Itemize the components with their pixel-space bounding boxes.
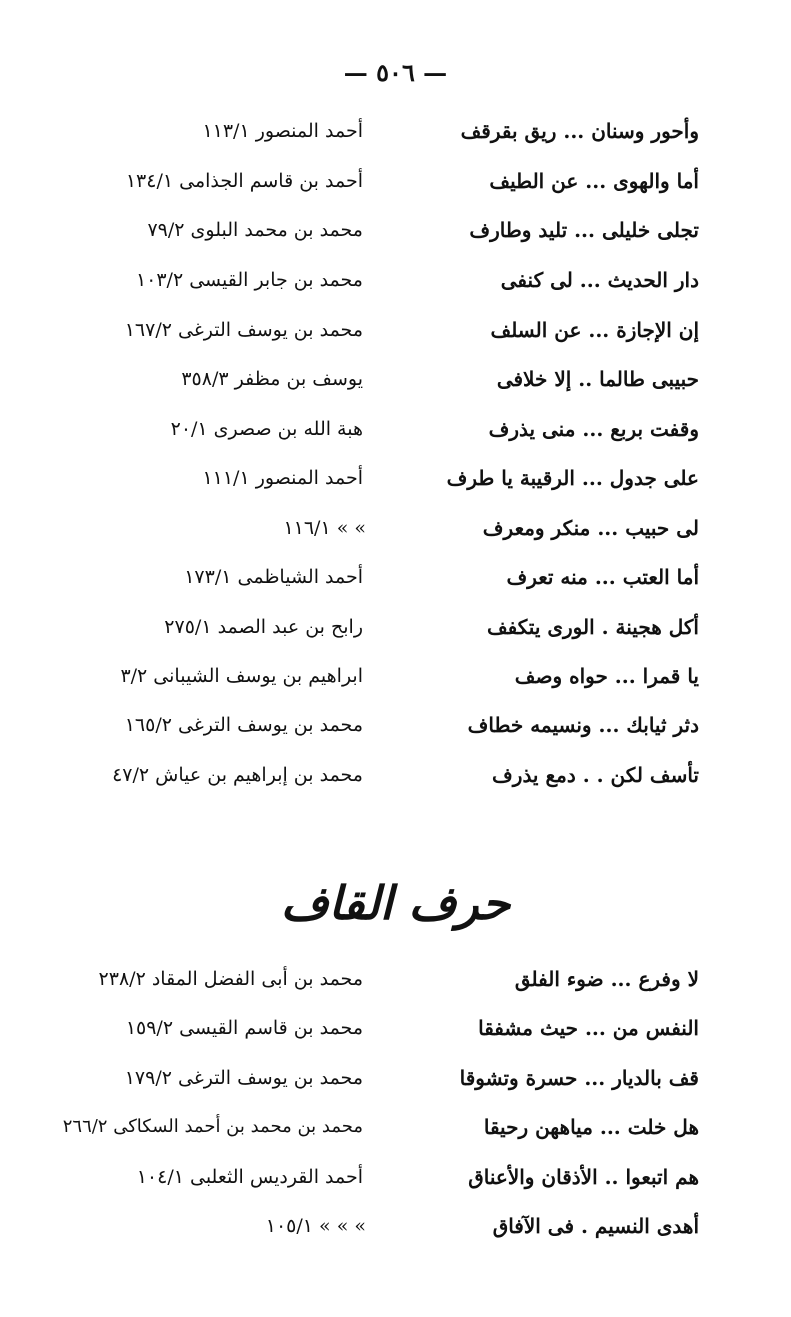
verse-incipit: دثر ثيابك ... ونسيمه خطاف [467, 713, 699, 737]
poet-reference: محمد بن قاسم القيسى ١٥٩/٢ [125, 1017, 363, 1039]
list-item [0, 310, 791, 350]
list-item [0, 260, 791, 300]
list-item [0, 508, 791, 548]
verse-incipit: هل خلت ... مياههن رحيقا [483, 1115, 699, 1139]
poet-reference: محمد بن يوسف الترغى ١٦٧/٢ [124, 319, 363, 341]
poet-reference: أحمد الشياظمى ١٧٣/١ [184, 566, 363, 588]
verse-incipit: أما والهوى ... عن الطيف [489, 169, 699, 193]
poet-reference: يوسف بن مظفر ٣٥٨/٣ [181, 368, 363, 390]
verse-incipit: هم اتبعوا .. الأذقان والأعناق [468, 1165, 699, 1189]
list-item [0, 161, 791, 201]
verse-incipit: أهدى النسيم . فى الآفاق [492, 1214, 699, 1238]
page-number: — ٥٠٦ — [343, 58, 448, 87]
poet-reference: محمد بن محمد بن أحمد السكاكى ٢٦٦/٢ [62, 1116, 363, 1137]
list-item [0, 111, 791, 151]
verse-incipit: أكل هجينة . الورى يتكفف [486, 615, 699, 639]
poet-reference: محمد بن يوسف الترغى ١٧٩/٢ [124, 1067, 363, 1089]
poet-reference: » » » ١٠٥/١ [265, 1215, 366, 1237]
verse-incipit: دار الحديث ... لى كنفى [500, 268, 699, 292]
poet-reference: رابح بن عبد الصمد ٢٧٥/١ [164, 616, 363, 638]
poet-reference: محمد بن أبى الفضل المقاد ٢٣٨/٢ [98, 968, 363, 990]
section-heading: حرف القاف [280, 876, 511, 930]
verse-incipit: لى حبيب ... منكر ومعرف [482, 516, 699, 540]
list-item [0, 1206, 791, 1246]
verse-incipit: إن الإجازة ... عن السلف [490, 318, 699, 342]
verse-incipit: وقفت بربع ... منى يذرف [488, 417, 699, 441]
poet-reference: محمد بن جابر القيسى ١٠٣/٢ [135, 269, 363, 291]
verse-incipit: النفس من ... حيث مشفقا [478, 1016, 699, 1040]
poet-reference: أحمد المنصور ١١٣/١ [202, 120, 363, 142]
list-item [0, 1008, 791, 1048]
poet-reference: أحمد بن قاسم الجذامى ١٣٤/١ [125, 170, 363, 192]
list-item [0, 359, 791, 399]
verse-incipit: قف بالديار ... حسرة وتشوقا [459, 1066, 699, 1090]
verse-incipit: لا وفرع ... ضوء الفلق [514, 967, 699, 991]
poet-reference: ابراهيم بن يوسف الشيبانى ٣/٢ [120, 665, 363, 687]
list-item [0, 210, 791, 250]
list-item [0, 755, 791, 795]
list-item [0, 607, 791, 647]
verse-incipit: وأحور وسنان ... ريق بقرقف [460, 119, 699, 143]
verse-incipit: يا قمرا ... حواه وصف [514, 664, 699, 688]
list-item [0, 458, 791, 498]
verse-incipit: أما العتب ... منه تعرف [506, 565, 699, 589]
poet-reference: محمد بن إبراهيم بن عياش ٤٧/٢ [112, 764, 363, 786]
list-item [0, 557, 791, 597]
verse-incipit: حبيبى طالما .. إلا خلافى [496, 367, 699, 391]
list-item [0, 705, 791, 745]
list-item [0, 959, 791, 999]
verse-incipit: تجلى خليلى ... تليد وطارف [469, 218, 699, 242]
list-item [0, 1107, 791, 1147]
poet-reference: هبة الله بن صصرى ٢٠/١ [170, 418, 363, 440]
poet-reference: أحمد المنصور ١١١/١ [202, 467, 363, 489]
poet-reference: محمد بن محمد البلوى ٧٩/٢ [147, 219, 363, 241]
poet-reference: أحمد القرديس الثعلبى ١٠٤/١ [136, 1166, 363, 1188]
poet-reference: » » ١١٦/١ [283, 517, 366, 539]
verse-incipit: تأسف لكن . . دمع يذرف [492, 763, 699, 787]
poet-reference: محمد بن يوسف الترغى ١٦٥/٢ [124, 714, 363, 736]
list-item [0, 1157, 791, 1197]
list-item [0, 1058, 791, 1098]
verse-incipit: على جدول ... الرقيبة يا طرف [446, 466, 699, 490]
list-item [0, 656, 791, 696]
list-item [0, 409, 791, 449]
